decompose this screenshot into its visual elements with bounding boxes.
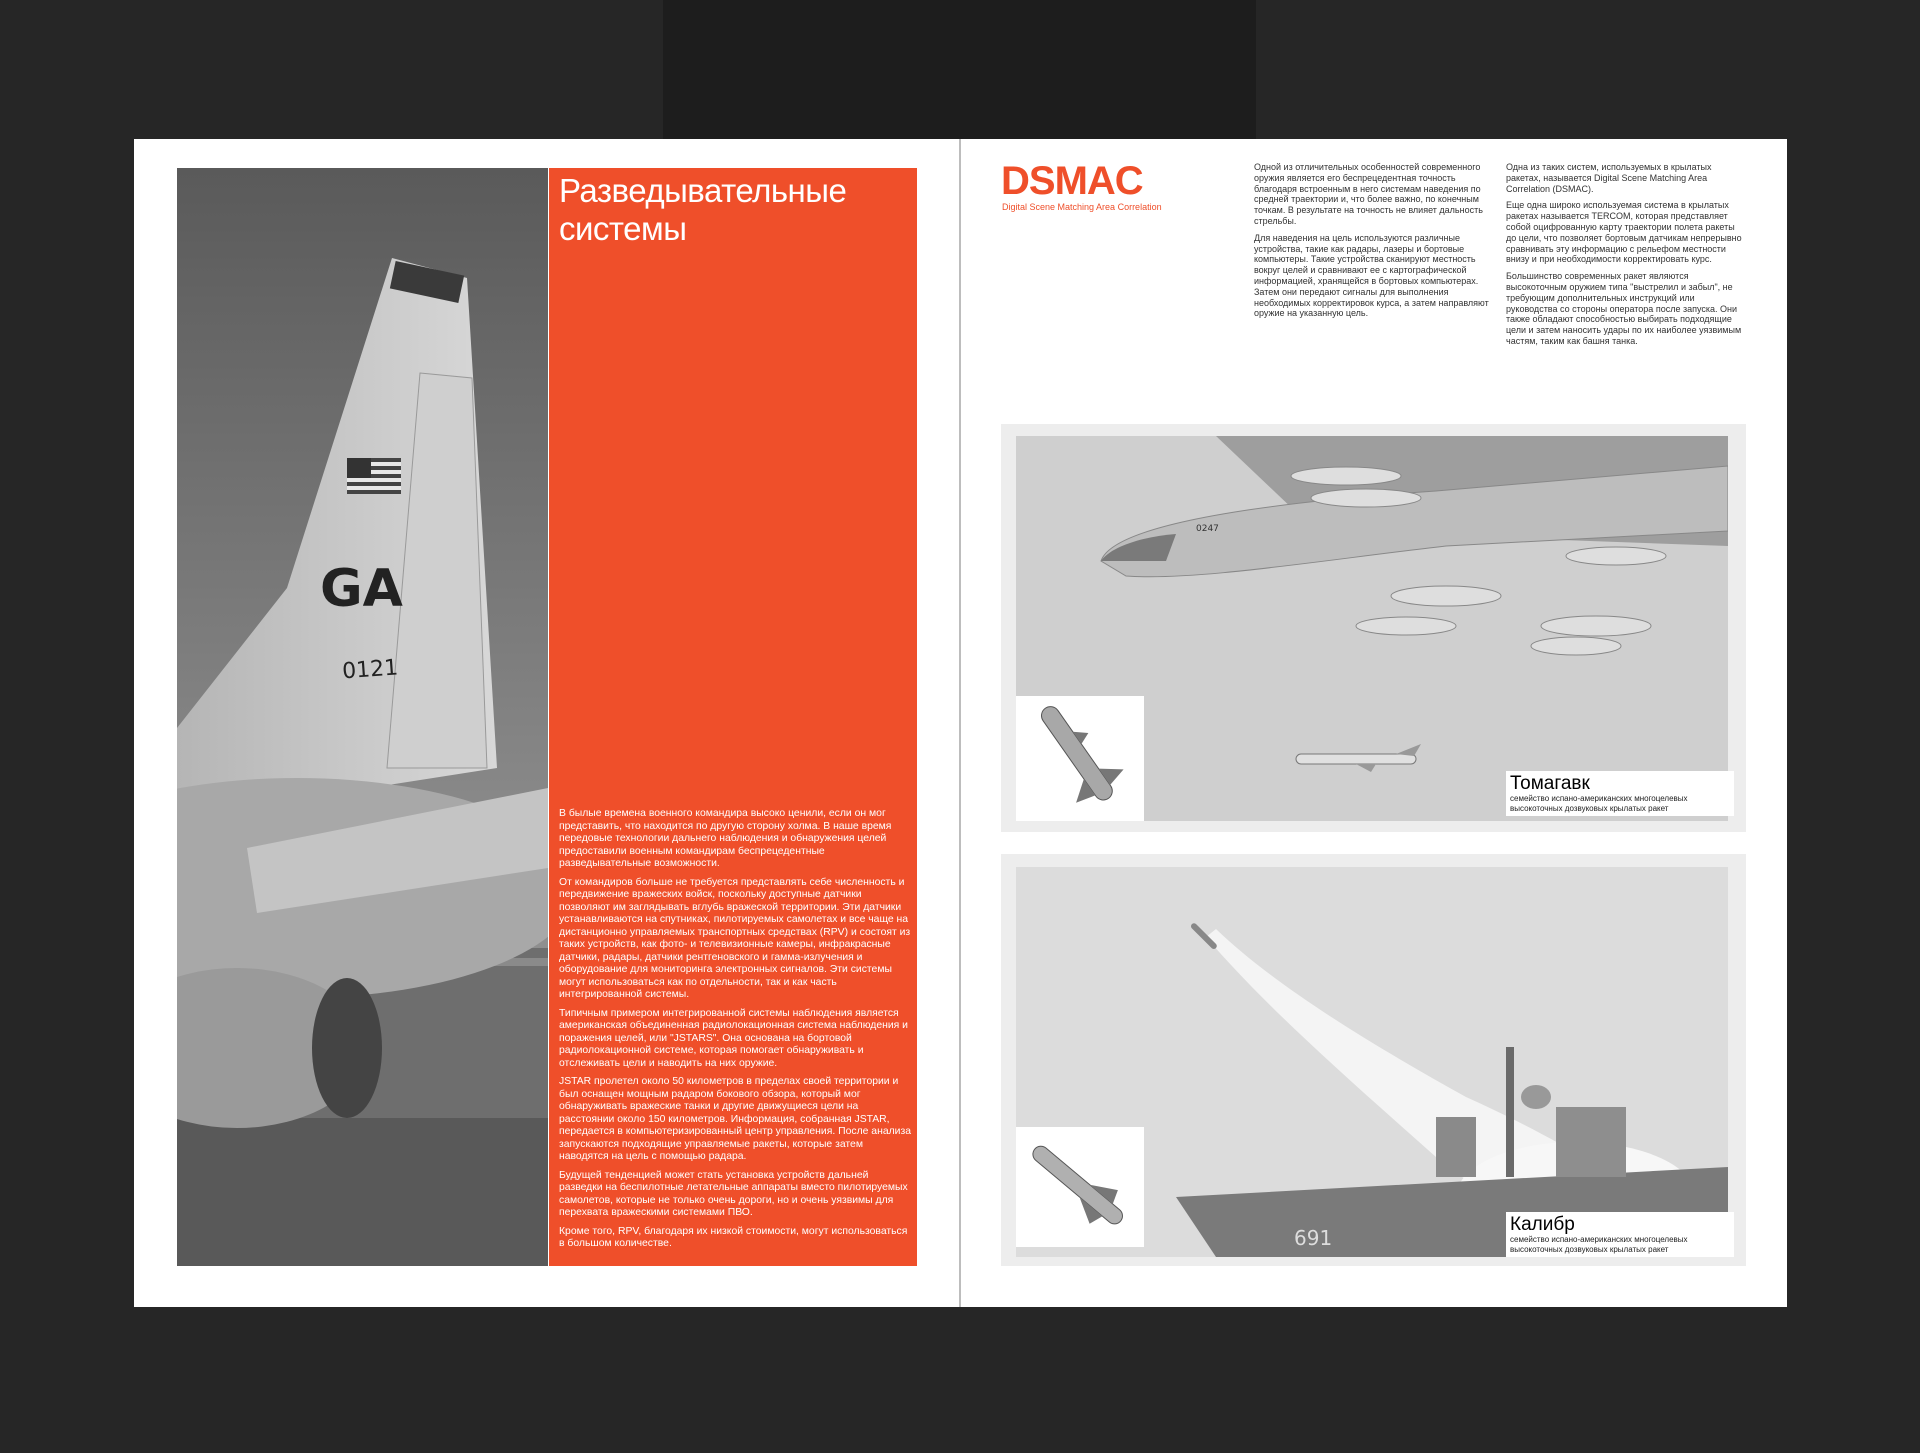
- ship-number: 691: [1294, 1226, 1333, 1250]
- paragraph: JSTAR пролетел около 50 километров в пределах своей территории и был оснащен мощным радаром бокового обзора, который мог обнаруживать вражеские танки и другие движущиеся цели на расстоянии около 150 километров. Информация, собранная JSTAR, передается в компьютеризированный центр управления. После анализа запускаются подходящие управляемые ракеты, которые затем наводятся на цель с помощью радара.: [559, 1076, 912, 1162]
- tomahawk-missile-illustration: [1016, 696, 1144, 821]
- kalibr-panel: [1001, 854, 1746, 1266]
- tail-serial: 0121: [341, 655, 399, 685]
- intro-column: [549, 168, 917, 1266]
- missile-description: семейство испано-американских многоцелевых высокоточных дозвуковых крылатых ракет: [1510, 794, 1688, 813]
- kalibr-missile-illustration: [1016, 1127, 1144, 1247]
- right-page: [961, 139, 1787, 1307]
- paragraph: Будущей тенденцией может стать установка устройств дальней разведки на беспилотные летательные аппараты вместо пилотируемых самолетов, которые не только очень дороги, но и очень уязвимы для перехвата вражескими системами ПВО.: [559, 1169, 908, 1218]
- paragraph: Для наведения на цель используются различные устройства, такие как радары, лазеры и бортовые компьютеры. Такие устройства сканируют местность вокруг целей и сравнивают ее с картографической информацией, хранящейся в бортовых компьютерах. Затем они передают сигналы для выполнения необходимых корректировок курса, а затем направляют оружие на указанную цель.: [1254, 232, 1489, 319]
- background-strip: [663, 0, 1256, 139]
- section-title: DSMAC: [1001, 159, 1143, 203]
- paragraph: Кроме того, RPV, благодаря их низкой стоимости, могут использоваться в большом количестве.: [559, 1225, 908, 1249]
- aircraft-marking: 0247: [1196, 524, 1219, 534]
- article-body: [559, 808, 913, 1257]
- tomahawk-caption: [1506, 771, 1734, 816]
- text-column-2: [1506, 162, 1742, 353]
- page-title: Разведывательные системы: [559, 172, 847, 247]
- paragraph: Еще одна широко используемая система в крылатых ракетах называется TERCOM, которая представляет собой оцифрованную карту траектории полета ракеты до цели, что позволяет бортовым датчикам непрерывно сравнивать эту информацию с рельефом местности внизу и при необходимости корректировать курс.: [1506, 200, 1742, 265]
- left-page: [134, 139, 959, 1307]
- paragraph: Большинство современных ракет являются высокоточным оружием типа "выстрелил и забыл", не требующим дополнительных инструкций или руководства со стороны оператора после запуска. Они также обладают способностью выбирать подходящие цели и затем наносить удары по их наиболее уязвимым частям, таким как башня танка.: [1506, 271, 1742, 346]
- kalibr-caption: [1506, 1212, 1734, 1257]
- paragraph: Типичным примером интегрированной системы наблюдения является американская объединенная радиолокационная система наблюдения и поражения целей, или "JSTARS". Она основана на бортовой радиолокационной системе, которая помогает обнаруживать и отслеживать цели и наводить на них оружие.: [559, 1007, 908, 1069]
- missile-name: Калибр: [1510, 1214, 1575, 1235]
- tomahawk-panel: [1001, 424, 1746, 832]
- paragraph: От командиров больше не требуется представлять себе численность и передвижение вражеских войск, поскольку доступные датчики позволяют им заглядывать вглубь вражеской территории. Эти датчики устанавливаются на спутниках, пилотируемых самолетах и все чаще на дистанционно управляемых транспортных средствах (RPV) и состоят из таких устройств, как фото- и телевизионные камеры, инфракрасные датчики, радары, датчики рентгеновского и гамма-излучения и оборудование для мониторинга электронных сигналов. Эти системы могут использоваться как по отдельности, так и как часть интегрированной системы.: [559, 876, 911, 1000]
- missile-description: семейство испано-американских многоцелевых высокоточных дозвуковых крылатых ракет: [1510, 1235, 1688, 1254]
- missile-name: Томагавк: [1510, 773, 1590, 794]
- paragraph: Одна из таких систем, используемых в крылатых ракетах, называется Digital Scene Matching Area Correlation (DSMAC).: [1506, 162, 1712, 194]
- section-subtitle: Digital Scene Matching Area Correlation: [1002, 202, 1162, 212]
- text-column-1: [1254, 162, 1490, 325]
- paragraph: В былые времена военного командира высоко ценили, если он мог представить, что находится по другую сторону холма. В наше время передовые технологии дальнего наблюдения и обнаружения целей предоставили военным командирам беспрецедентные разведывательные возможности.: [559, 808, 892, 869]
- tail-letters: GA: [320, 559, 403, 619]
- paragraph: Одной из отличительных особенностей современного оружия является его беспрецедентная точность благодаря встроенным в него системам наведения по средней траектории и, что более важно, по конечным точкам. В результате на точность не влияет дальность стрельбы.: [1254, 162, 1483, 226]
- aircraft-tail-photo: [177, 168, 548, 1266]
